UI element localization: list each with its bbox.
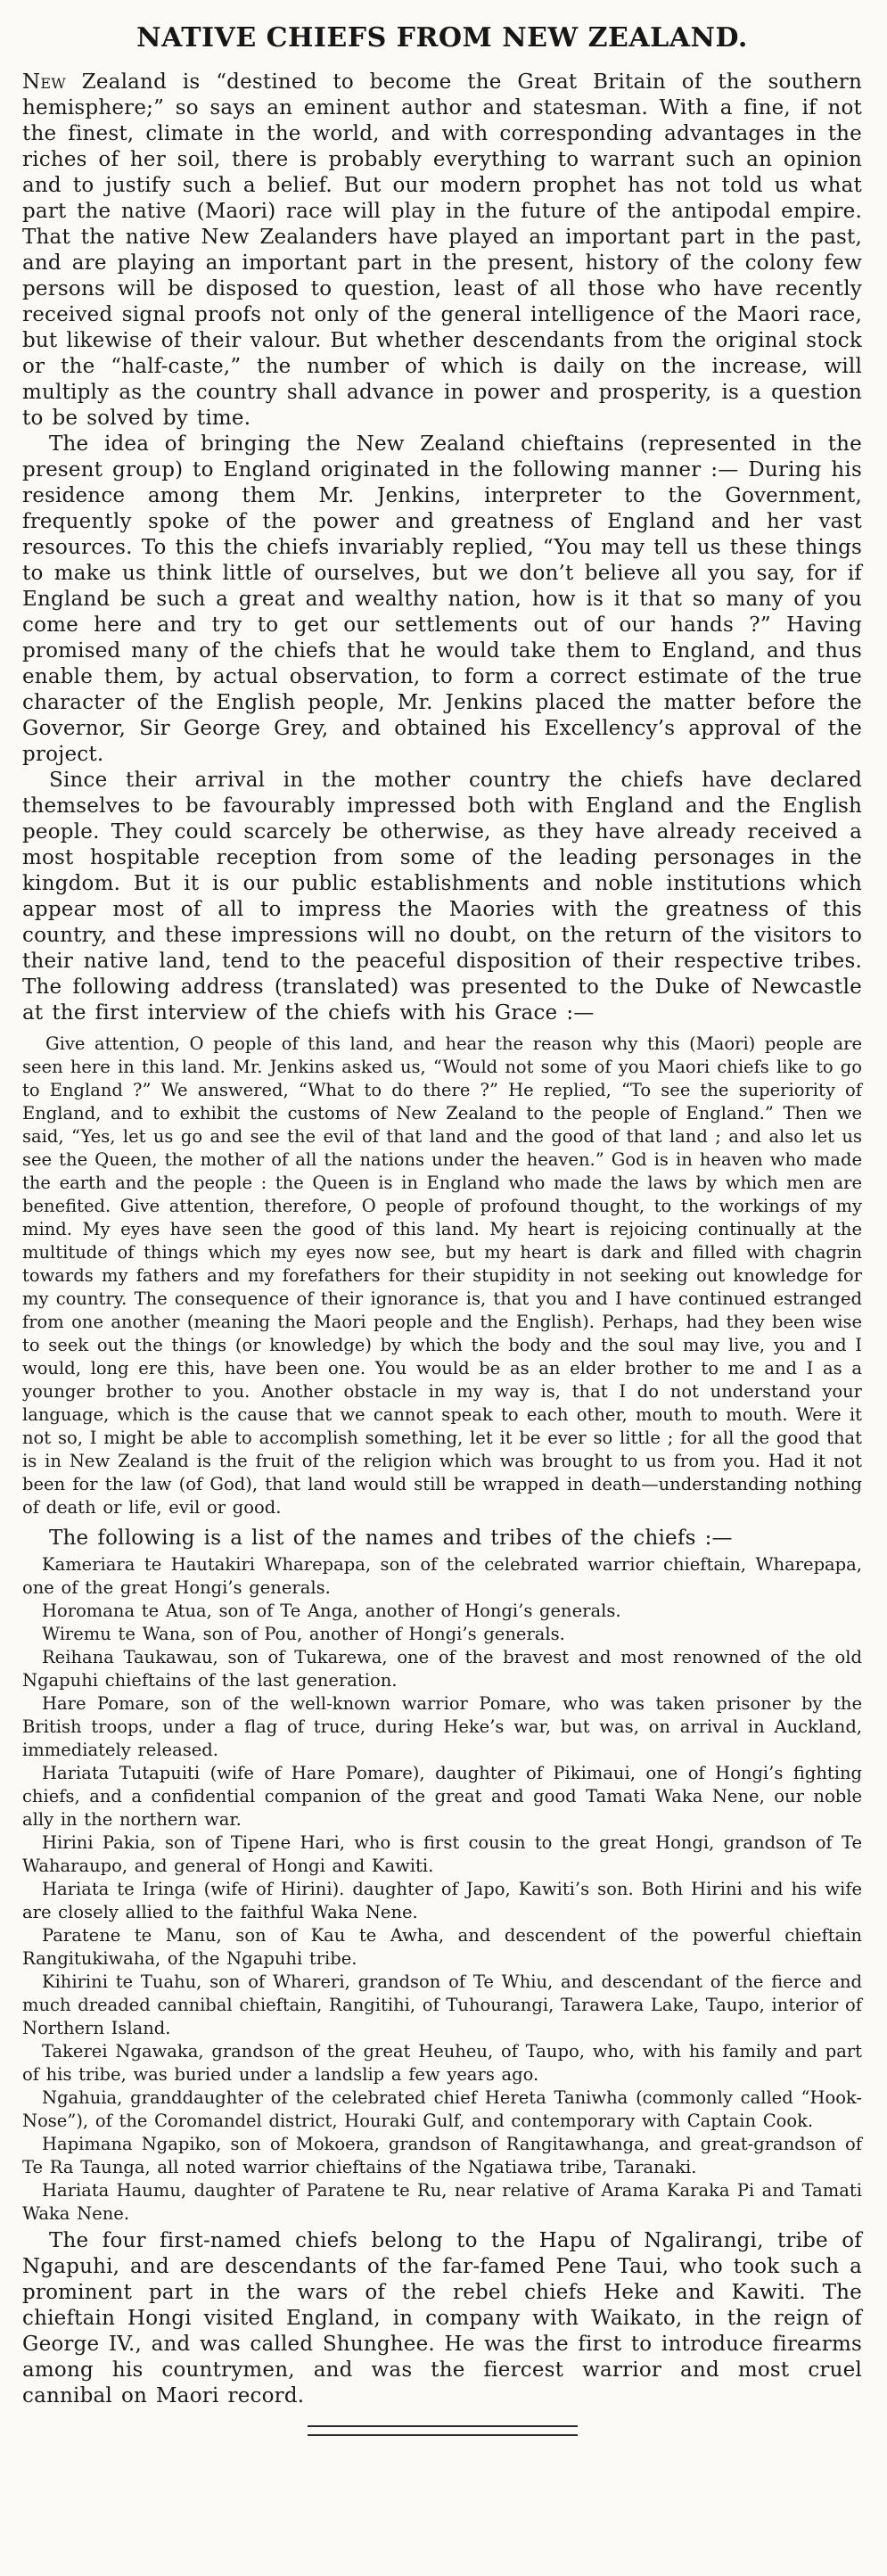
intro-lead-word: New <box>22 70 66 94</box>
chief-entry: Hariata te Iringa (wife of Hirini). daughter of Japo, Kawiti’s son. Both Hirini and his wife are closely allied to the faithful Waka Nene. <box>22 1878 862 1922</box>
paragraph-origin-of-visit: The idea of bringing the New Zealand chieftains (represented in the present group) to England originated in the following manner :— During his residence among them Mr. Jenkins, interpreter to the Government, frequently spoke of the power and greatness of England and her vast resources. To this the chiefs invariably replied, “You may tell us these things to make us think little of ourselves, but we don’t believe all you say, for if England be such a great and wealthy nation, how is it that so many of you come here and try to get our settlements out of our hands ?” Having promised many of the chiefs that he would take them to England, and thus enable them, by actual observation, to form a correct estimate of the true character of the English people, Mr. Jenkins placed the matter before the Governor, Sir George Grey, and obtained his Excellency’s approval of the project. <box>22 432 862 766</box>
intro-paragraph-text: Zealand is “destined to become the Great Britain of the southern hemisphere;” so says an eminent author and statesman. With a fine, if not the finest, climate in the world, and with corresponding advantages in the riches of her soil, there is probably everything to warrant such an opinion and to justify such a belief. But our modern prophet has not told us what part the native (Maori) race will play in the future of the antipodal empire. That the native New Zealanders have played an important part in the past, and are playing an important part in the present, history of the colony few persons will be disposed to question, least of all those who have recently received signal proofs not only of the general intelligence of the Maori race, but likewise of their valour. But whether descendants from the original stock or the “half-caste,” the number of which is daily on the increase, will multiply as the country shall advance in power and prosperity, is a question to be solved by time. <box>22 70 862 430</box>
paragraph-arrival-impressions: Since their arrival in the mother country the chiefs have declared themselves to be favourably impressed both with England and the English people. They could scarcely be otherwise, as they have already received a most hospitable reception from some of the leading personages in the kingdom. But it is our public establishments and noble institutions which appear most of all to impress the Maories with the greatness of this country, and these impressions will no doubt, on the return of the visitors to their native land, tend to the peaceful disposition of their respective tribes. The following address (translated) was presented to the Duke of Newcastle at the first interview of the chiefs with his Grace :— <box>22 768 862 1025</box>
chief-entry: Reihana Taukawau, son of Tukarewa, one of the bravest and most renowned of the old Ngapuhi chieftains of the last generation. <box>22 1646 862 1691</box>
chief-entry: Hirini Pakia, son of Tipene Hari, who is first cousin to the great Hongi, grandson of Te Waharaupo, and general of Hongi and Kawiti. <box>22 1831 862 1876</box>
chief-entry: Kameriara te Hautakiri Wharepapa, son of the celebrated warrior chieftain, Wharepapa, one of the great Hongi’s generals. <box>22 1553 862 1598</box>
chiefs-list-intro: The following is a list of the names and tribes of the chiefs :— <box>49 1526 733 1550</box>
article-title: NATIVE CHIEFS FROM NEW ZEALAND. <box>136 22 748 53</box>
chiefs-list <box>22 1553 862 2226</box>
chief-entry: Horomana te Atua, son of Te Anga, another of Hongi’s generals. <box>42 1600 621 1621</box>
chief-entry: Paratene te Manu, son of Kau te Awha, and descendent of the powerful chieftain Rangitukiwaha, of the Ngapuhi tribe. <box>22 1924 862 1969</box>
end-double-rule <box>308 2425 578 2436</box>
chief-entry: Wiremu te Wana, son of Pou, another of Hongi’s generals. <box>42 1623 565 1644</box>
chief-entry: Kihirini te Tuahu, son of Whareri, grandson of Te Whiu, and descendant of the fierce and much dreaded cannibal chieftain, Rangitihi, of Tuhourangi, Tarawera Lake, Taupo, interior of Northern Island. <box>22 1971 862 2038</box>
chief-entry: Hariata Tutapuiti (wife of Hare Pomare), daughter of Pikimaui, one of Hongi’s fighting chiefs, and a confidential companion of the great and good Tamati Waka Nene, our noble ally in the northern war. <box>22 1762 862 1830</box>
closing-paragraph: The four first-named chiefs belong to the Hapu of Ngalirangi, tribe of Ngapuhi, and are descendants of the far-famed Pene Taui, who took such a prominent part in the wars of the rebel chiefs Heke and Kawiti. The chieftain Hongi visited England, in company with Waikato, in the reign of George IV., and was called Shunghee. He was the first to introduce firearms among his countrymen, and was the fiercest warrior and most cruel cannibal on Maori record. <box>22 2228 862 2407</box>
chief-entry: Ngahuia, granddaughter of the celebrated chief Hereta Taniwha (commonly called “Hook-Nose”), of the Coromandel district, Houraki Gulf, and contemporary with Captain Cook. <box>22 2086 862 2131</box>
chief-entry: Hariata Haumu, daughter of Paratene te Ru, near relative of Arama Karaka Pi and Tamati Waka Nene. <box>22 2179 862 2224</box>
chief-entry: Hare Pomare, son of the well-known warrior Pomare, who was taken prisoner by the British troops, under a flag of truce, during Heke’s war, but was, on arrival in Auckland, immediately released. <box>22 1692 862 1760</box>
intro-paragraph <box>22 70 862 432</box>
translated-address-to-duke: Give attention, O people of this land, and hear the reason why this (Maori) people are seen here in this land. Mr. Jenkins asked us, “Would not some of you Maori chiefs like to go to England ?” We answered, “What to do there ?” He replied, “To see the superiority of England, and to exhibit the customs of New Zealand to the people of England.” Then we said, “Yes, let us go and see the evil of that land and the good of that land ; and also let us see the Queen, the mother of all the nations under the heaven.” God is in heaven who made the earth and the people : the Queen is in England who made the laws by which men are benefited. Give attention, therefore, O people of profound thought, to the workings of my mind. My eyes have seen the good of this land. My heart is rejoicing continually at the multitude of things which my eyes now see, but my heart is dark and filled with chagrin towards my fathers and my forefathers for their stupidity in not seeking out knowledge for my country. The consequence of their ignorance is, that you and I have continued estranged from one another (meaning the Maori people and the English). Perhaps, had they been wise to seek out the things (or knowledge) by which the body and the soul may live, you and I would, long ere this, have been one. You would be as an elder brother to me and I as a younger brother to you. Another obstacle in my way is, that I do not understand your language, which is the cause that we cannot speak to each other, mouth to mouth. Were it not so, I might be able to accomplish something, let it be ever so little ; for all the good that is in New Zealand is the fruit of the religion which was brought to us from you. Had it not been for the law (of God), that land would still be wrapped in death—understanding nothing of death or life, evil or good. <box>22 1033 862 1518</box>
chief-entry: Hapimana Ngapiko, son of Mokoera, grandson of Rangitawhanga, and great-grandson of Te Ra Taunga, all noted warrior chieftains of the Ngatiawa tribe, Taranaki. <box>22 2133 862 2177</box>
chief-entry: Takerei Ngawaka, grandson of the great Heuheu, of Taupo, who, with his family and part of his tribe, was buried under a landslip a few years ago. <box>22 2040 862 2085</box>
